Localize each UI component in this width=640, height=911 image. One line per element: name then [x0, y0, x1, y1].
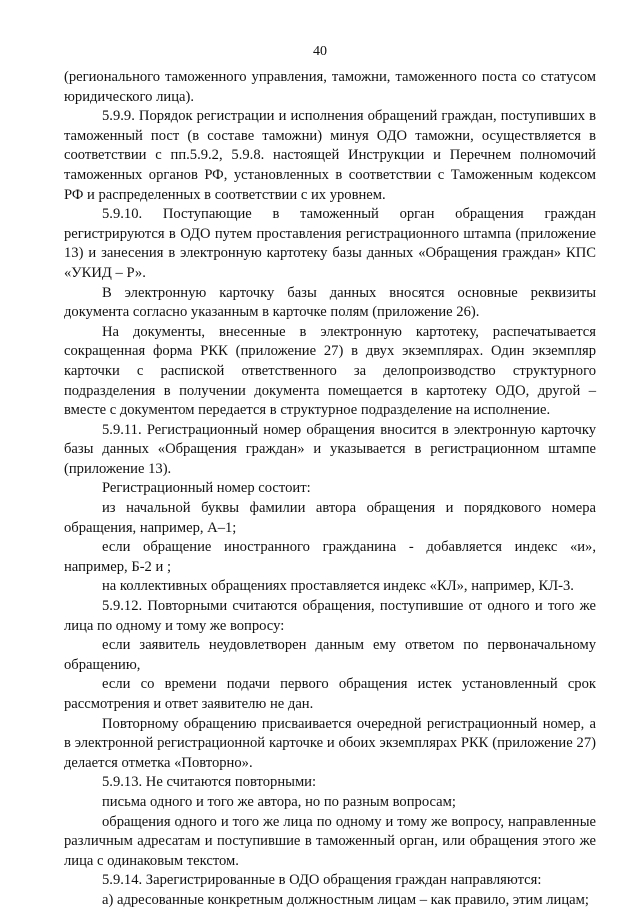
paragraph: (регионального таможенного управления, таможни, таможенного поста со статусом юридического лица). — [64, 69, 596, 105]
paragraph: из начальной буквы фамилии автора обращения и порядкового номера обращения, например, А–1; — [64, 500, 596, 536]
paragraph: 5.9.13. Не считаются повторными: — [102, 774, 317, 791]
paragraph: На документы, внесенные в электронную картотеку, распечатывается сокращенная форма РКК (приложение 27) в двух экземплярах. Один экземпляр карточки с распиской ответственного за делопроизводство структурного подразделения в получении документа помещается в картотеку ОДО, другой – вместе с документом передается в структурное подразделение на исполнение. — [64, 323, 596, 419]
paragraph: 5.9.10. Поступающие в таможенный орган обращения граждан регистрируются в ОДО путем проставления регистрационного штампа (приложение 13) и занесения в электронную картотеку базы данных «Обращения граждан» КПС «УКИД – Р». — [64, 206, 596, 281]
paragraph: письма одного и того же автора, но по разным вопросам; — [102, 793, 456, 810]
page-number: 40 — [313, 44, 327, 59]
paragraph: на коллективных обращениях проставляется индекс «КЛ», например, КЛ-3. — [102, 578, 574, 595]
paragraph: обращения одного и того же лица по одному и тому же вопросу, направленные различным адресатам и поступившие в таможенный орган, или обращения этого же лица с одинаковым текстом. — [64, 813, 596, 869]
paragraph: если заявитель неудовлетворен данным ему ответом по первоначальному обращению, — [64, 637, 596, 673]
paragraph: если со времени подачи первого обращения истек установленный срок рассмотрения и ответ заявителю не дан. — [64, 676, 596, 712]
paragraph: если обращение иностранного гражданина - добавляется индекс «и», например, Б-2 и ; — [64, 539, 596, 575]
document-body — [64, 68, 596, 911]
paragraph: Регистрационный номер состоит: — [102, 480, 311, 497]
paragraph: 5.9.9. Порядок регистрации и исполнения обращений граждан, поступивших в таможенный пост (в составе таможни) минуя ОДО таможни, осуществляется в соответствии с пп.5.9.2, 5.9.8. настоящей Инструкции и Перечнем полномочий таможенных органов РФ, установленных в соответствии с Таможенным кодексом РФ и распределенных в соответствии с их уровнем. — [64, 108, 596, 203]
paragraph: Повторному обращению присваивается очередной регистрационный номер, а в электронной регистрационной карточке и обоих экземплярах РКК (приложение 27) делается отметка «Повторно». — [64, 715, 596, 771]
paragraph: В электронную карточку базы данных вносятся основные реквизиты документа согласно указанным в карточке полям (приложение 26). — [64, 284, 596, 321]
paragraph: а) адресованные конкретным должностным лицам – как правило, этим лицам; — [102, 891, 589, 908]
paragraph: 5.9.11. Регистрационный номер обращения вносится в электронную карточку базы данных «Обращения граждан» и указывается в регистрационном штампе (приложение 13). — [64, 421, 596, 477]
paragraph: 5.9.12. Повторными считаются обращения, поступившие от одного и того же лица по одному и тому же вопросу: — [64, 598, 596, 634]
paragraph: 5.9.14. Зарегистрированные в ОДО обращения граждан направляются: — [102, 872, 542, 889]
